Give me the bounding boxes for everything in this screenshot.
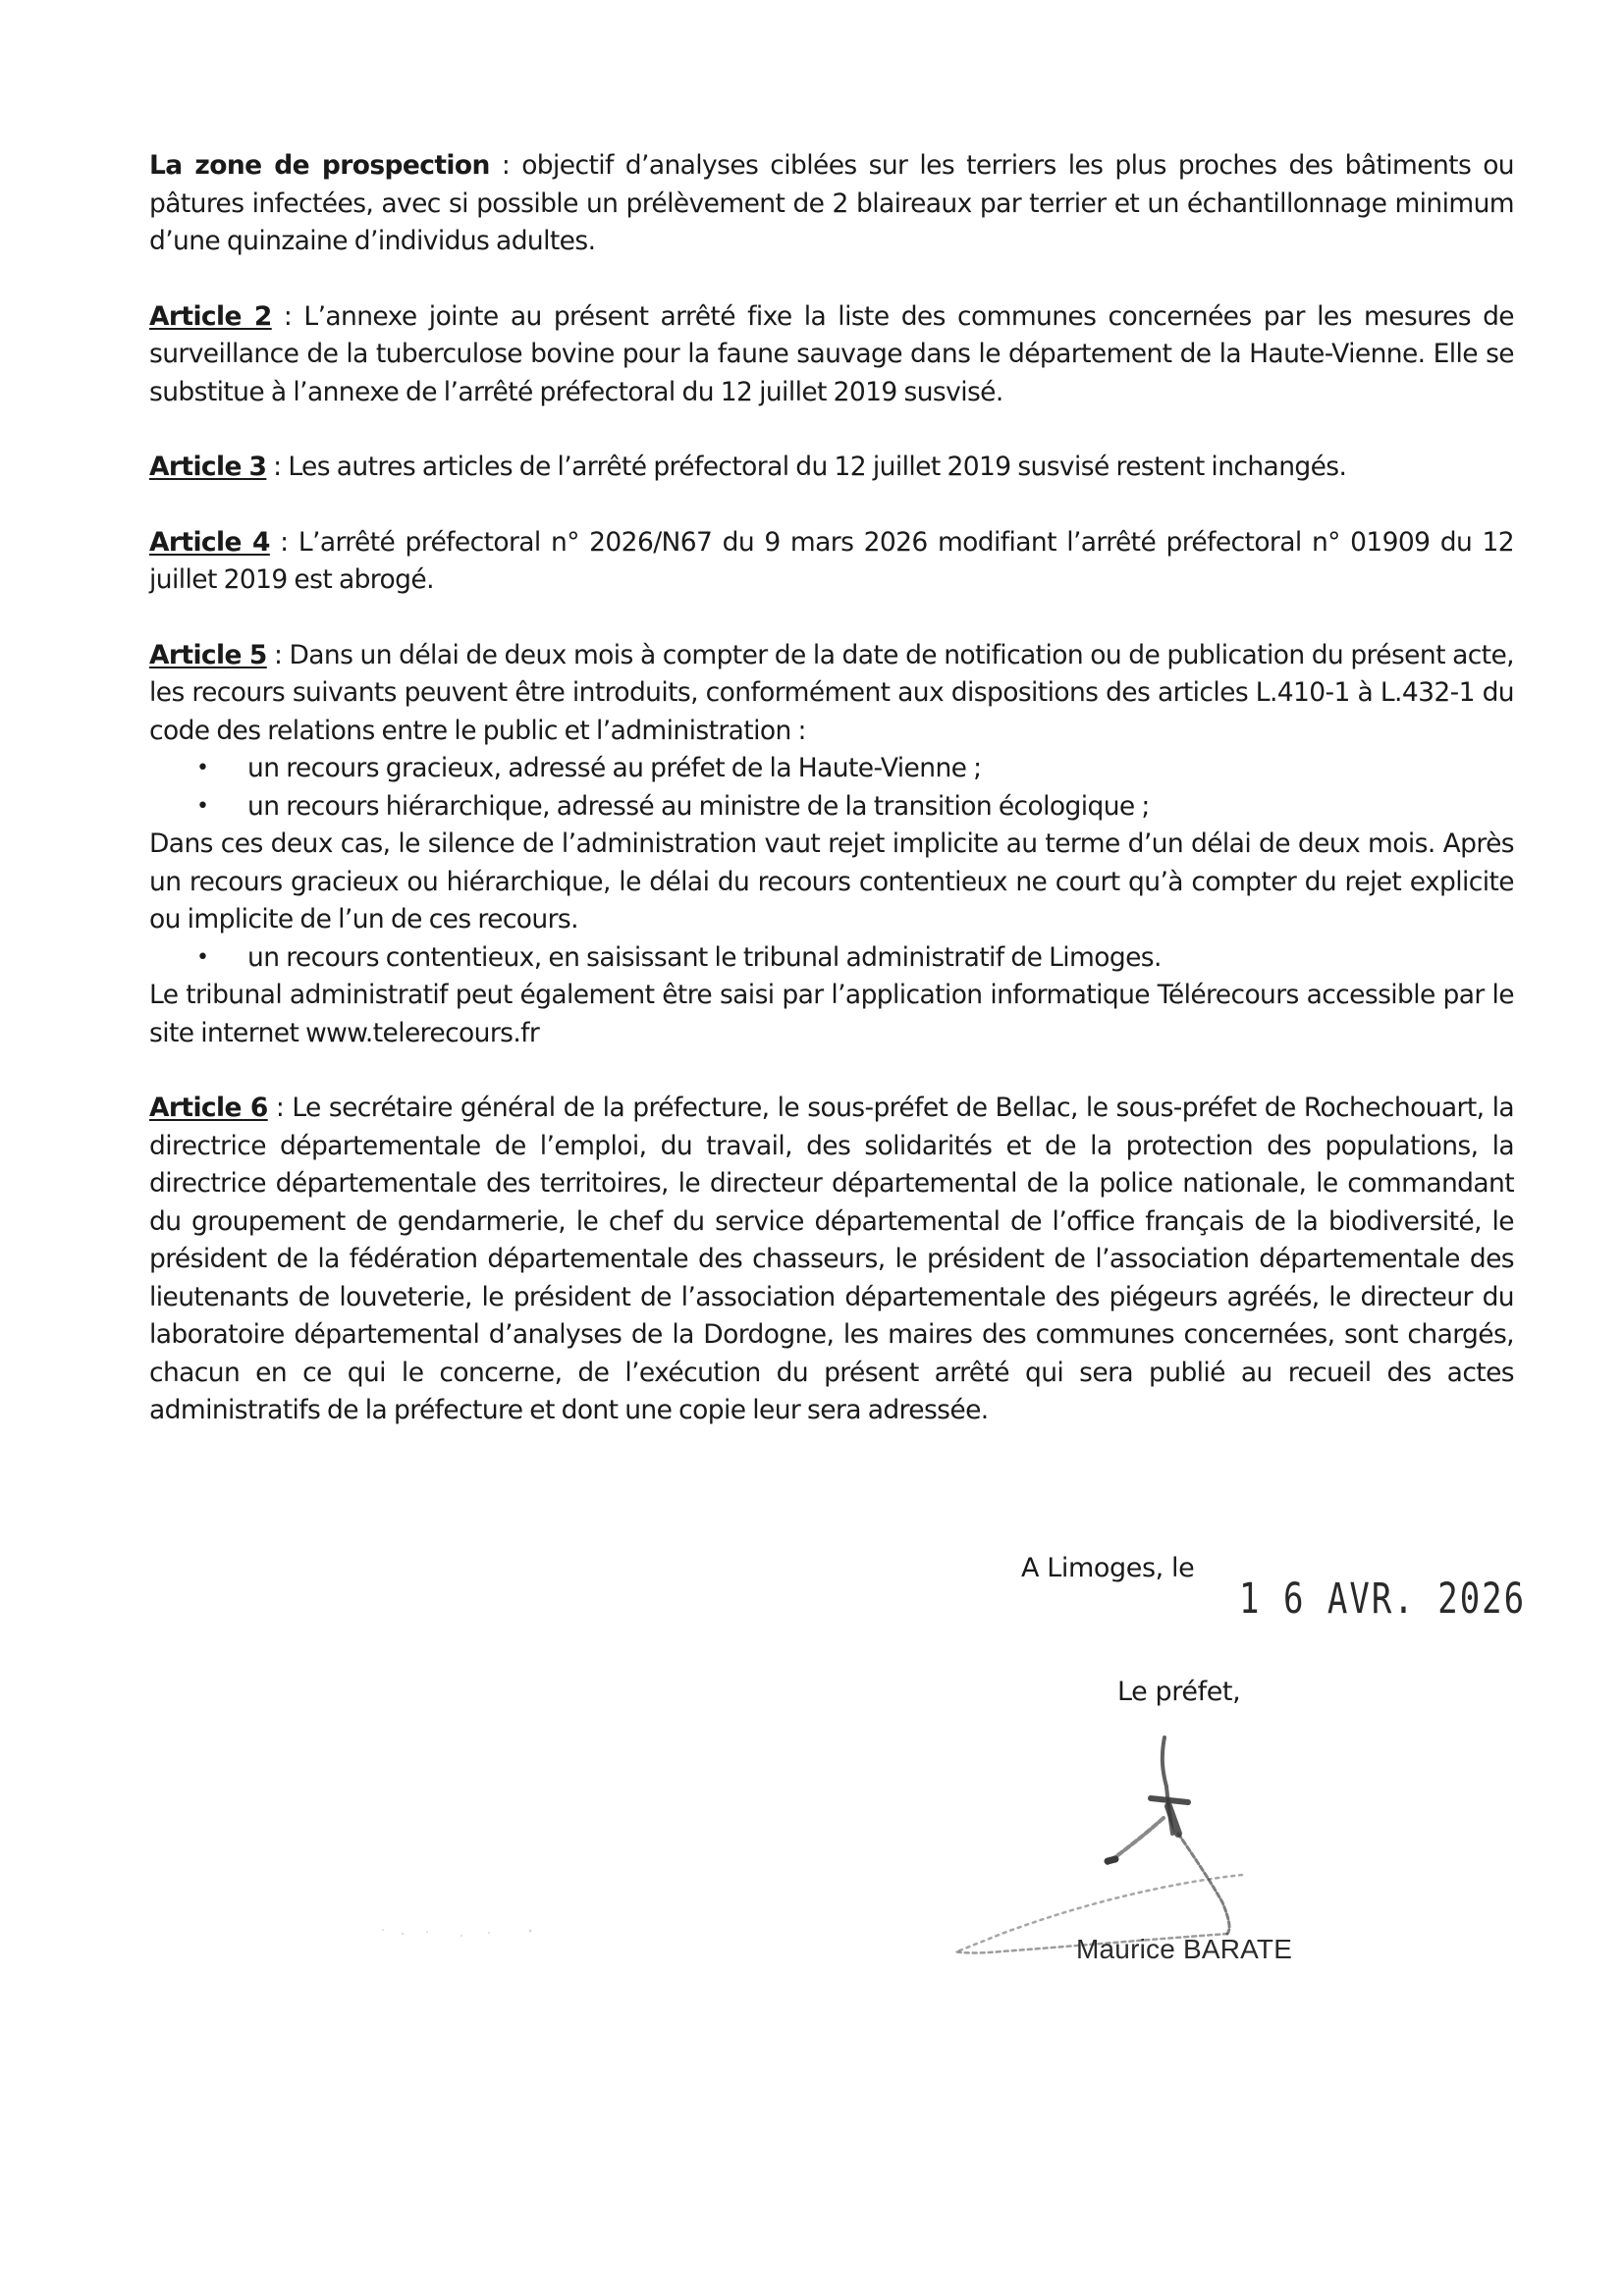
article-3 [149,449,1514,487]
article-2 [149,298,1514,412]
article-4 [149,524,1514,600]
recours-list-1 [149,750,1514,826]
article-6-label: Article 6 [149,1093,268,1123]
article-6-text: Le secrétaire général de la préfecture, le sous-préfet de Bellac, le sous-préfet de Rochechouart, la directrice départementale de l’emploi, du travail, des solidarités et de la protection des populations, la directrice départementale des territoires, le directeur départemental de la police nationale, le commandant du groupement de gendarmerie, le chef du service départemental de l’office français de la biodiversité, le président de la fédération départementale des chasseurs, le président de l’association départementale des lieutenants de louveterie, le président de l’association départementale des piégeurs agréés, le directeur du laboratoire départemental d’analyses de la Dordogne, les maires des communes concernées, sont chargés, chacun en ce qui le concerne, de l’exécution du présent arrêté qui sera publié au recueil des actes administratifs de la préfecture et dont une copie leur sera adressée. [149,1093,1515,1425]
signature-place: A Limoges, le [1021,1553,1195,1583]
article-5-closing-text: Le tribunal administratif peut également être saisi par l’application informatique Télérecours accessible par le site internet [149,980,1514,1048]
article-5-intro-text: Dans un délai de deux mois à compter de la date de notification ou de publication du présent acte, les recours suivants peuvent être introduits, conformément aux dispositions des articles L.410-1 à L.432-1 du code des relations entre le public et l’administration : [149,639,1514,746]
handwritten-signature-icon [943,1728,1296,1963]
article-5 [149,637,1514,1053]
recours-list-2 [149,939,1514,978]
article-5-label: Article 5 [149,639,267,670]
article-2-label: Article 2 [149,300,272,332]
signer-title: Le préfet, [1117,1677,1241,1707]
signer-name: Maurice BARATE [1076,1934,1293,1964]
article-5-middle: Dans ces deux cas, le silence de l’administration vaut rejet implicite au terme d’un délai de deux mois. Après un recours gracieux ou hiérarchique, le délai du recours contentieux ne court qu’à compter du rejet explicite ou implicite de l’un de ces recours. [149,828,1514,934]
separator: : [266,452,289,482]
article-5-closing [149,977,1514,1052]
zone-prospection-label: La zone de prospection [149,150,490,181]
article-6 [149,1090,1514,1430]
document-body [149,147,1514,1468]
article-2-text: L’annexe jointe au présent arrêté fixe la liste des communes concernées par les mesures de surveillance de la tuberculose bovine pour la faune sauvage dans le département de la Haute-Vienne. Elle se substitue à l’annexe de l’arrêté préfectoral du 12 juillet 2019 susvisé. [149,300,1514,407]
date-stamp: 1 6 AVR. 2026 [1239,1575,1527,1624]
article-4-label: Article 4 [149,526,270,558]
article-3-label: Article 3 [149,452,267,482]
separator: : [269,526,298,558]
separator: : [267,1093,293,1123]
separator: : [266,639,290,670]
article-5-intro [149,637,1514,751]
article-4-text: L’arrêté préfectoral n° 2026/N67 du 9 mars 2026 modifiant l’arrêté préfectoral n° 01909 du 12 juillet 2019 est abrogé. [149,526,1515,595]
list-item-recours-contentieux: • un recours contentieux, en saisissant le tribunal administratif de Limoges. [196,939,1514,978]
zone-prospection-paragraph [149,147,1514,261]
list-item-recours-gracieux: • un recours gracieux, adressé au préfet de la Haute-Vienne ; [196,750,1514,788]
scan-artifact-icon [373,1924,540,1944]
zone-prospection-text: objectif d’analyses ciblées sur les terriers les plus proches des bâtiments ou pâtures infectées, avec si possible un prélèvement de 2 blaireaux par terrier et un échantillonnage minimum d’une quinzaine d’individus adultes. [149,150,1514,256]
separator: : [271,300,304,332]
article-3-text: Les autres articles de l’arrêté préfectoral du 12 juillet 2019 susvisé restent inchangés. [288,452,1347,482]
telerecours-link[interactable]: www.telerecours.fr [305,1017,540,1048]
list-item-recours-hierarchique: • un recours hiérarchique, adressé au ministre de la transition écologique ; [196,788,1514,827]
separator: : [489,150,522,181]
